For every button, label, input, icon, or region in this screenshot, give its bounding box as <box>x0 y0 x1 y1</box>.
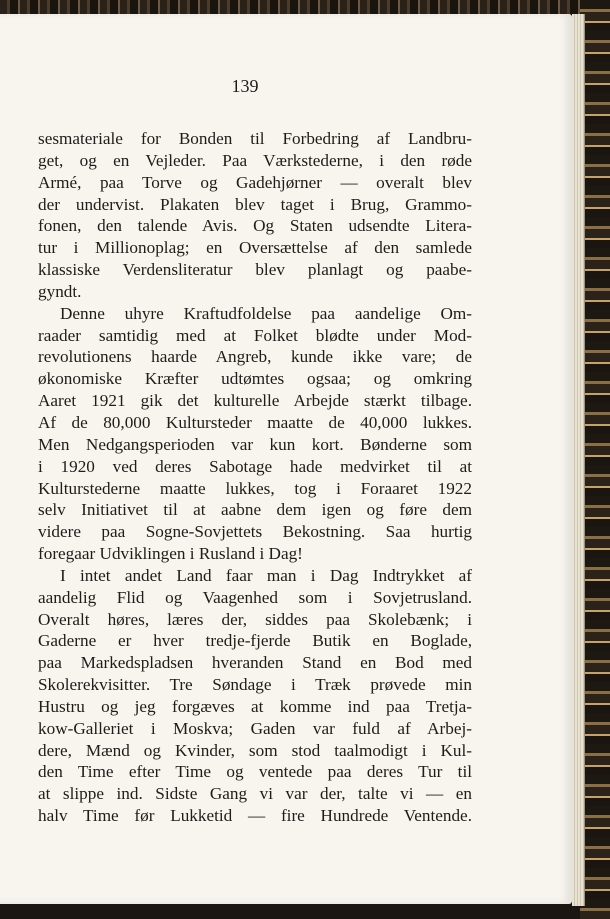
text-line: videre paa Sogne-Sovjettets Bekostning. Saa hurtig <box>38 522 472 542</box>
text-line: Gaderne er hver tredje-fjerde Butik en Boglade, <box>38 631 472 651</box>
text-line: Kulturstederne maatte lukkes, tog i Foraaret 1922 <box>38 478 472 498</box>
text-line: Armé, paa Torve og Gadehjørner — overalt blev <box>38 172 472 192</box>
text-line: kow-Galleriet i Moskva; Gaden var fuld af Arbej- <box>38 718 472 738</box>
text-line: Skolerekvisitter. Tre Søndage i Træk prøvede min <box>38 675 472 695</box>
text-line: I intet andet Land faar man i Dag Indtrykket af <box>60 565 472 585</box>
text-line: Men Nedgangsperioden var kun kort. Bønderne som <box>38 434 472 454</box>
text-line: den Time efter Time og ventede paa deres Tur til <box>38 762 472 782</box>
text-line: Aaret 1921 gik det kulturelle Arbejde stærkt tilbage. <box>38 391 472 411</box>
page-stack-edge <box>572 14 585 906</box>
text-line: halv Time før Lukketid — fire Hundrede Ventende. <box>38 806 472 826</box>
text-line: tur i Millionoplag; en Oversættelse af den samlede <box>38 238 472 258</box>
text-line: i 1920 ved deres Sabotage hade medvirket til at <box>38 456 472 476</box>
text-line: der undervist. Plakaten blev taget i Brug, Grammo- <box>38 194 472 214</box>
text-line: get, og en Vejleder. Paa Værkstederne, i den røde <box>38 150 472 170</box>
text-line: selv Initiativet til at aabne dem igen og føre dem <box>38 500 472 520</box>
text-line: paa Markedspladsen hveranden Stand en Bod med <box>38 653 472 673</box>
text-line: klassiske Verdensliteratur blev planlagt og paabe- <box>38 260 472 280</box>
text-line: Overalt høres, læres der, siddes paa Skolebænk; i <box>38 609 472 629</box>
text-line: Hustru og jeg forgæves at komme ind paa Tretja- <box>38 696 472 716</box>
text-line: økonomiske Kræfter udtømtes ogsaa; og omkring <box>38 369 472 389</box>
text-line: gyndt. <box>38 281 82 301</box>
text-line: Af de 80,000 Kultursteder maatte de 40,000 lukkes. <box>38 412 472 432</box>
text-line: sesmateriale for Bonden til Forbedring af Landbru- <box>38 129 472 148</box>
body-text <box>38 128 472 827</box>
binding-top-edge <box>0 0 610 14</box>
text-line: foregaar Udviklingen i Rusland i Dag! <box>38 544 303 564</box>
text-line: dere, Mænd og Kvinder, som stod taalmodigt i Kul- <box>38 740 472 760</box>
text-line: Denne uhyre Kraftudfoldelse paa aandelige Om- <box>60 303 472 323</box>
book-page <box>0 14 572 904</box>
page-number: 139 <box>231 76 259 96</box>
text-line: raader samtidig med at Folket blødte under Mod- <box>38 325 472 345</box>
text-line: revolutionens haarde Angreb, kunde ikke vare; de <box>38 347 472 367</box>
text-line: aandelig Flid og Vaagenhed som i Sovjetrusland. <box>38 587 472 607</box>
text-line: fonen, den talende Avis. Og Staten udsendte Litera- <box>38 216 472 236</box>
text-line: at slippe ind. Sidste Gang vi var der, talte vi — en <box>38 784 472 804</box>
